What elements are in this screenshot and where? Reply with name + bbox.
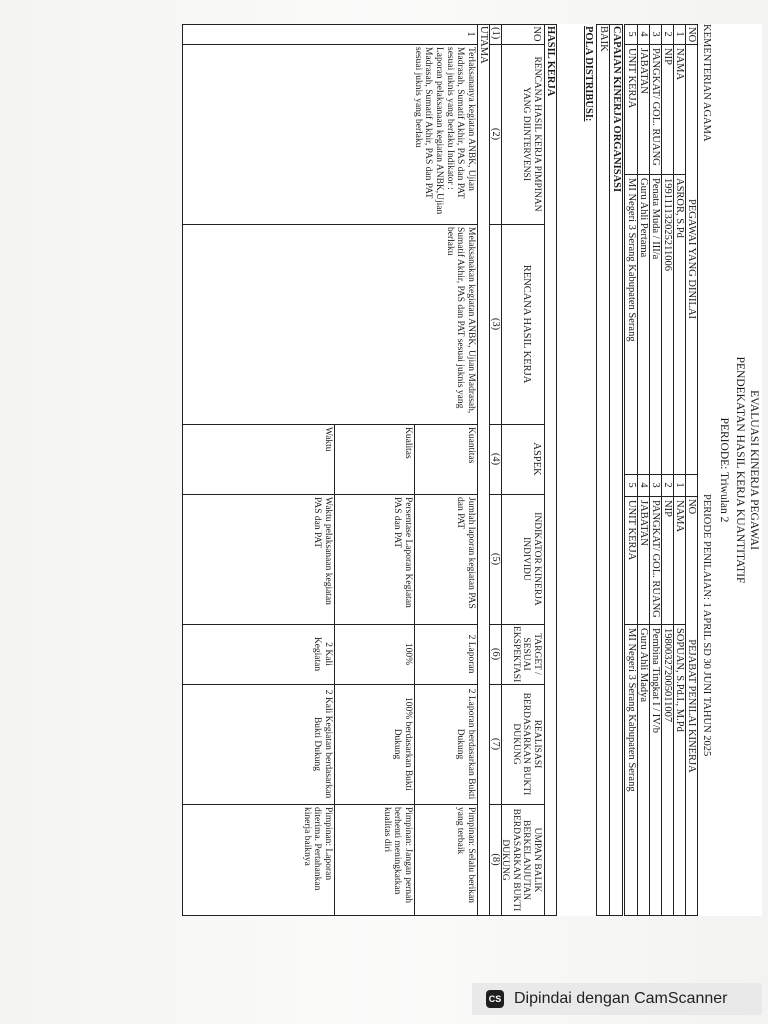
target-waktu: 2 Kali Kegiatan: [312, 636, 333, 672]
assessment-period: PERIODE PENILAIAN: 1 APRIL SD 30 JUNI TAHUN 2025: [701, 494, 712, 757]
camscanner-logo-icon: CS: [486, 990, 504, 1008]
col-number-7: (7): [490, 737, 501, 751]
col-header-indikator: INDIKATOR KINERJA INDIVIDU: [521, 512, 542, 606]
indikator-kuantitas: Jumlah laporan kegiatan PAS dan PAT: [455, 497, 476, 609]
penilai-row-no: 5: [626, 482, 637, 488]
pegawai-row-no: 2: [662, 31, 673, 37]
camscanner-watermark: [472, 983, 762, 1015]
pegawai-no-header: NO: [686, 27, 697, 43]
umpan-balik-waktu: Pimpinan: Laporan diterima. Pertahankan kinerja baiknya: [301, 807, 333, 891]
pegawai-rank: Penata Muda / III/a: [650, 178, 661, 260]
penilai-row-label: NAMA: [674, 500, 685, 533]
penilai-row-label: JABATAN: [638, 500, 649, 546]
col-number-4: (4): [490, 452, 501, 466]
penilai-no-header: NO: [686, 499, 697, 515]
aspek-kuantitas: Kuantitas: [466, 427, 476, 464]
penilai-row-no: 1: [674, 482, 685, 488]
realisasi-kualitas: 100% berdasarkan Bukti Dukung: [392, 697, 413, 791]
col-header-target: TARGET / SESUAI EKSPEKTASI: [510, 626, 542, 682]
col-number-5: (5): [490, 552, 501, 566]
penilai-row-no: 3: [650, 482, 661, 488]
pegawai-unit: MI Negeri 3 Serang Kabupaten Serang: [626, 178, 637, 342]
ministry-name: KEMENTERIAN AGAMA: [701, 24, 712, 142]
col-header-umpan-balik: UMPAN BALIK BERKELANJUTAN BERDASARKAN BUKTI DUKUNG: [500, 808, 542, 912]
target-kuantitas: 2 Laporan: [466, 634, 476, 674]
penilai-position: Guru Ahli Madya: [638, 628, 649, 703]
penilai-nip: 198003272005011007: [662, 628, 673, 723]
col-header-aspek: ASPEK: [531, 442, 542, 476]
penilai-rank: Pembina Tingkat I / IV/b: [650, 628, 661, 734]
penilai-row-label: NIP: [662, 500, 673, 517]
umpan-balik-kuantitas: Pimpinan: Selalu berikan yang terbaik: [455, 807, 476, 904]
col-header-no: NO: [531, 26, 542, 42]
pegawai-nip: 199111132025211006: [662, 178, 673, 271]
utama-label: UTAMA: [478, 26, 489, 64]
umpan-balik-kualitas: Pimpinan: Jangan pernah berhenti meningkatkan kualitas diri: [381, 807, 413, 904]
pola-distribusi-label: POLA DISTRIBUSI:: [583, 26, 594, 122]
col-number-6: (6): [490, 647, 501, 661]
penilai-name: SOPUAN, S.Pd.I., M.Pd: [674, 628, 685, 732]
document-period-title: PERIODE: Triwulan 2: [718, 417, 730, 523]
camscanner-text: Dipindai dengan CamScanner: [514, 990, 728, 1007]
capaian-label: CAPAIAN KINERJA ORGANISASI: [611, 26, 622, 193]
target-kualitas: 100%: [403, 642, 413, 666]
penilai-heading: PEJABAT PENILAI KINERJA: [686, 639, 697, 773]
pegawai-row-no: 1: [674, 31, 685, 37]
pegawai-row-no: 5: [626, 31, 637, 37]
pegawai-row-label: JABATAN: [638, 48, 649, 94]
item-rencana: Melaksanakan kegiatan ANBK, Ujian Madrasah, Sumatif Akhir, PAS dan PAT sesuai juknis yang berlaku: [444, 227, 476, 414]
pegawai-row-no: 4: [638, 31, 649, 37]
penilai-row-label: PANGKAT/ GOL. RUANG: [650, 500, 661, 618]
pegawai-row-label: NAMA: [674, 48, 685, 81]
aspek-kualitas: Kualitas: [403, 427, 413, 459]
col-number-2: (2): [490, 127, 501, 141]
document-sheet: [182, 24, 762, 916]
indikator-kualitas: Persentase Laporan Kegiatan PAS dan PAT: [392, 497, 413, 608]
document-title: EVALUASI KINERJA PEGAWAI: [748, 390, 760, 550]
pegawai-row-label: UNIT KERJA: [626, 48, 637, 109]
capaian-value: BAIK: [598, 26, 609, 52]
pegawai-row-no: 3: [650, 31, 661, 37]
realisasi-kuantitas: 2 Laporan berdasarkan Bukti Dukung: [455, 688, 476, 800]
col-number-3: (3): [490, 317, 501, 331]
penilai-row-label: UNIT KERJA: [626, 500, 637, 561]
col-header-rencana: RENCANA HASIL KERJA: [521, 264, 532, 384]
penilai-row-no: 4: [638, 482, 649, 488]
col-number-1: (1): [490, 27, 501, 40]
penilai-unit: MI Negeri 3 Serang Kabupaten Serang: [626, 628, 637, 792]
realisasi-waktu: 2 Kali Kegiatan berdasarkan Bukti Dukung: [312, 689, 333, 799]
penilai-row-no: 2: [662, 482, 673, 488]
hasil-kerja-section-label: HASIL KERJA: [545, 26, 556, 97]
pegawai-row-label: PANGKAT/ GOL. RUANG: [650, 48, 661, 166]
pegawai-position: Guru Ahli Pertama: [638, 178, 649, 258]
col-header-realisasi: REALISASI BERDASARKAN BUKTI DUKUNG: [510, 692, 542, 796]
pegawai-row-label: NIP: [662, 48, 673, 65]
item-no: 1: [465, 31, 476, 37]
col-header-rencana-pimpinan: RENCANA HASIL KERJA PIMPINAN YANG DIINTERVENSI: [521, 56, 542, 212]
pegawai-name: ASROR, S.Pd: [674, 178, 685, 238]
pegawai-heading: PEGAWAI YANG DINILAI: [686, 198, 697, 320]
document-subtitle: PENDEKATAN HASIL KERJA KUANTITATIF: [734, 356, 746, 584]
indikator-waktu: Waktu pelaksanaan kegiatan PAS dan PAT: [312, 497, 333, 605]
item-rencana-pimpinan: Terlaksananya kegiatan ANBK, Ujian Madrasah, Sumatif Akhir, PAS dan PAT sesuai juknis yang berlaku Indikator : Laporan pelaksanaan kegiatan ANBK,Ujian Madrasah, Sumatif Akhir, PAS dan PAT sesuai juknis yang berlaku: [412, 47, 476, 215]
aspek-waktu: Waktu: [323, 427, 333, 452]
col-number-8: (8): [490, 853, 501, 866]
